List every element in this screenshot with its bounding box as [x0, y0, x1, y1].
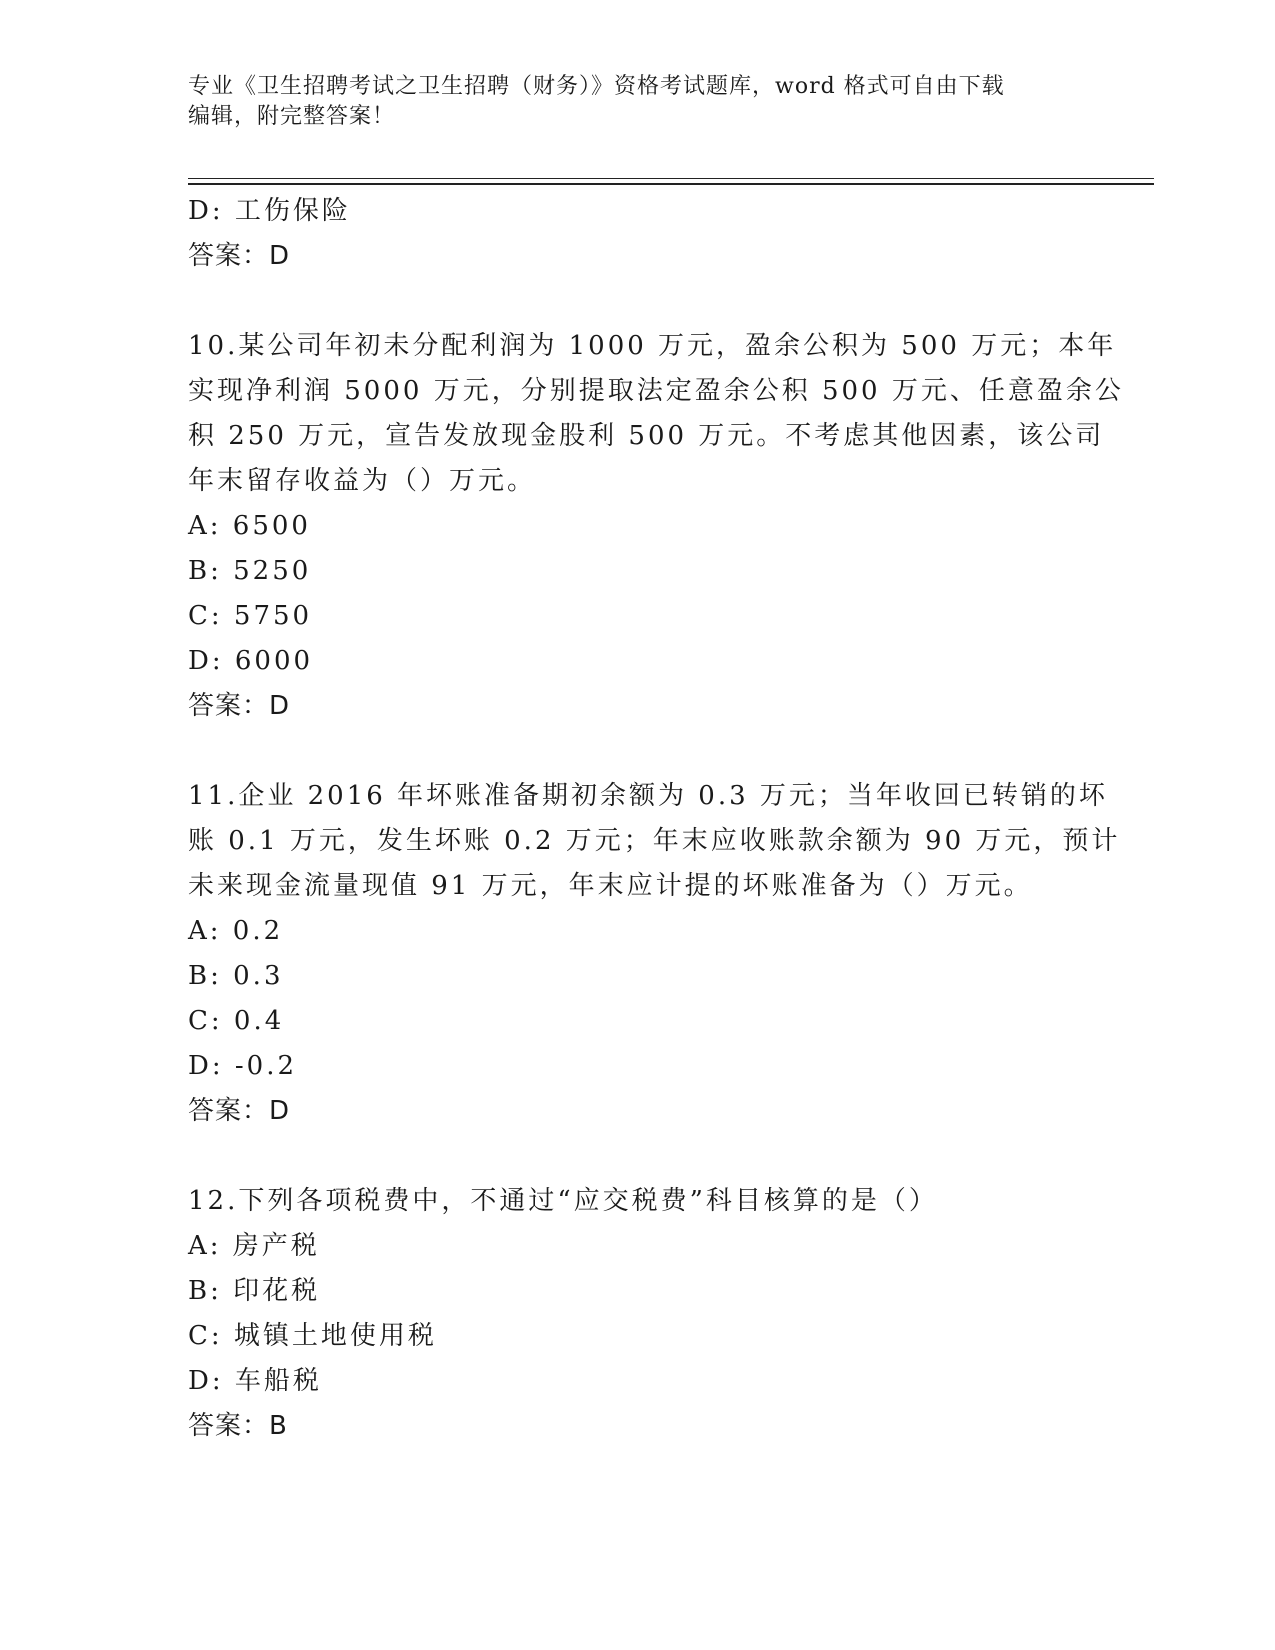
option-c: C: 5750 [188, 601, 313, 631]
question-text-line: 账 0.1 万元，发生坏账 0.2 万元；年末应收账款余额为 90 万元，预计 [188, 826, 1121, 856]
spacer [188, 1134, 1088, 1179]
option-b: B: 5250 [188, 556, 312, 586]
answer-line: 答案：D [188, 691, 291, 721]
header-divider-thick [188, 183, 1154, 185]
option-d: D: 车船税 [188, 1366, 322, 1396]
question-text-line: 12.下列各项税费中，不通过“应交税费”科目核算的是（） [188, 1186, 938, 1216]
question-12 [188, 1179, 1088, 1449]
option-c: C: 城镇土地使用税 [188, 1321, 437, 1351]
answer-line: 答案：D [188, 1096, 291, 1126]
question-text-line: 实现净利润 5000 万元，分别提取法定盈余公积 500 万元、任意盈余公 [188, 376, 1124, 406]
question-text-line: 11.企业 2016 年坏账准备期初余额为 0.3 万元；当年收回已转销的坏 [188, 781, 1108, 811]
option-a: A: 6500 [188, 511, 311, 541]
option-a: A: 0.2 [188, 916, 284, 946]
option-b: B: 印花税 [188, 1276, 321, 1306]
question-10 [188, 324, 1124, 729]
header-line-2: 编辑，附完整答案！ [188, 104, 396, 129]
spacer [188, 729, 1088, 774]
question-text-line: 未来现金流量现值 91 万元，年末应计提的坏账准备为（）万元。 [188, 871, 1033, 901]
option-b: B: 0.3 [188, 961, 284, 991]
question-text-line: 积 250 万元，宣告发放现金股利 500 万元。不考虑其他因素，该公司 [188, 421, 1105, 451]
option-d: D: -0.2 [188, 1051, 298, 1081]
answer-line: 答案：B [188, 1411, 288, 1441]
option-a: A: 房产税 [188, 1231, 320, 1261]
header-line-1: 专业《卫生招聘考试之卫生招聘（财务）》资格考试题库，word 格式可自由下载 [188, 74, 1005, 99]
question-11 [188, 774, 1121, 1134]
header-divider-thin [188, 178, 1154, 179]
previous-question-tail [188, 189, 1088, 279]
answer-line: 答案：D [188, 241, 291, 271]
option-d: D: 6000 [188, 646, 314, 676]
page-header [188, 72, 1068, 132]
question-text-line: 年末留存收益为（）万元。 [188, 466, 537, 496]
spacer [188, 279, 1088, 324]
option-d: D: 工伤保险 [188, 196, 351, 226]
question-text-line: 10.某公司年初未分配利润为 1000 万元，盈余公积为 500 万元；本年 [188, 331, 1117, 361]
question-content [188, 189, 1124, 1449]
option-c: C: 0.4 [188, 1006, 285, 1036]
